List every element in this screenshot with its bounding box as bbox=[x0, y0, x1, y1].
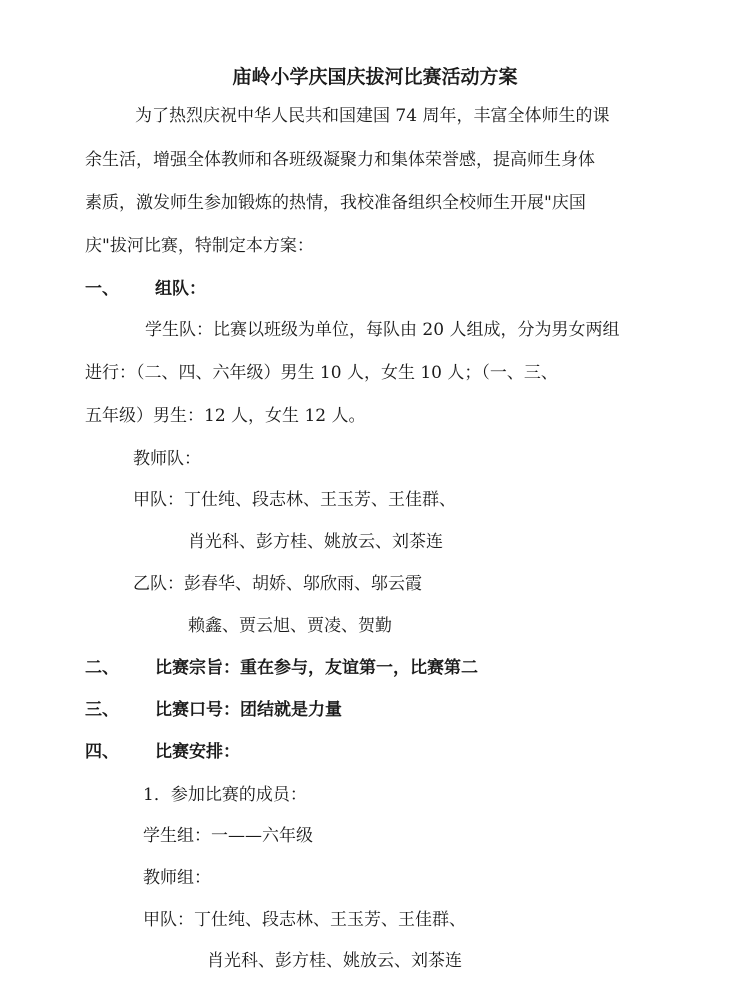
section-3-number: 三、 bbox=[85, 700, 119, 720]
intro-line-4: 庆"拔河比赛，特制定本方案： bbox=[85, 236, 314, 256]
student-team-line-3: 五年级）男生：12 人，女生 12 人。 bbox=[85, 406, 366, 426]
student-team-line-2: 进行：（二、四、六年级）男生 10 人，女生 10 人；（一、三、 bbox=[85, 363, 558, 383]
section-4-title: 比赛安排： bbox=[155, 742, 240, 762]
section-1-title: 组队： bbox=[155, 279, 206, 299]
teacher-team-label: 教师队： bbox=[133, 449, 201, 469]
section-1-number: 一、 bbox=[85, 279, 119, 299]
section-3-title: 比赛口号：团结就是力量 bbox=[155, 700, 342, 720]
section-4-heading bbox=[85, 740, 240, 764]
schedule-team-a-line-1: 甲队：丁仕纯、段志林、王玉芳、王佳群、 bbox=[143, 910, 466, 930]
student-team-line-1: 学生队：比赛以班级为单位，每队由 20 人组成，分为男女两组 bbox=[145, 320, 620, 340]
section-2-number: 二、 bbox=[85, 658, 119, 678]
document-title: 庙岭小学庆国庆拔河比赛活动方案 bbox=[232, 66, 518, 88]
intro-line-3: 素质，激发师生参加锻炼的热情，我校准备组织全校师生开展"庆国 bbox=[85, 193, 586, 213]
schedule-item-1: 1．参加比赛的成员： bbox=[143, 785, 307, 805]
intro-line-1: 为了热烈庆祝中华人民共和国建国 74 周年，丰富全体师生的课 bbox=[135, 106, 610, 126]
section-1-heading bbox=[85, 277, 206, 301]
intro-line-2: 余生活，增强全体教师和各班级凝聚力和集体荣誉感，提高师生身体 bbox=[85, 150, 595, 170]
teacher-group-label: 教师组： bbox=[143, 868, 211, 888]
section-3-heading bbox=[85, 698, 342, 722]
team-b-line-1: 乙队：彭春华、胡娇、邬欣雨、邬云霞 bbox=[133, 574, 422, 594]
section-2-heading bbox=[85, 656, 478, 680]
section-4-number: 四、 bbox=[85, 742, 119, 762]
team-a-line-1: 甲队：丁仕纯、段志林、王玉芳、王佳群、 bbox=[133, 490, 456, 510]
student-group-line: 学生组：一——六年级 bbox=[143, 826, 313, 846]
team-b-line-2: 赖鑫、贾云旭、贾凌、贺勤 bbox=[188, 616, 392, 636]
team-a-line-2: 肖光科、彭方桂、姚放云、刘茶连 bbox=[188, 532, 443, 552]
schedule-team-a-line-2: 肖光科、彭方桂、姚放云、刘茶连 bbox=[207, 951, 462, 971]
section-2-title: 比赛宗旨：重在参与，友谊第一，比赛第二 bbox=[155, 658, 478, 678]
